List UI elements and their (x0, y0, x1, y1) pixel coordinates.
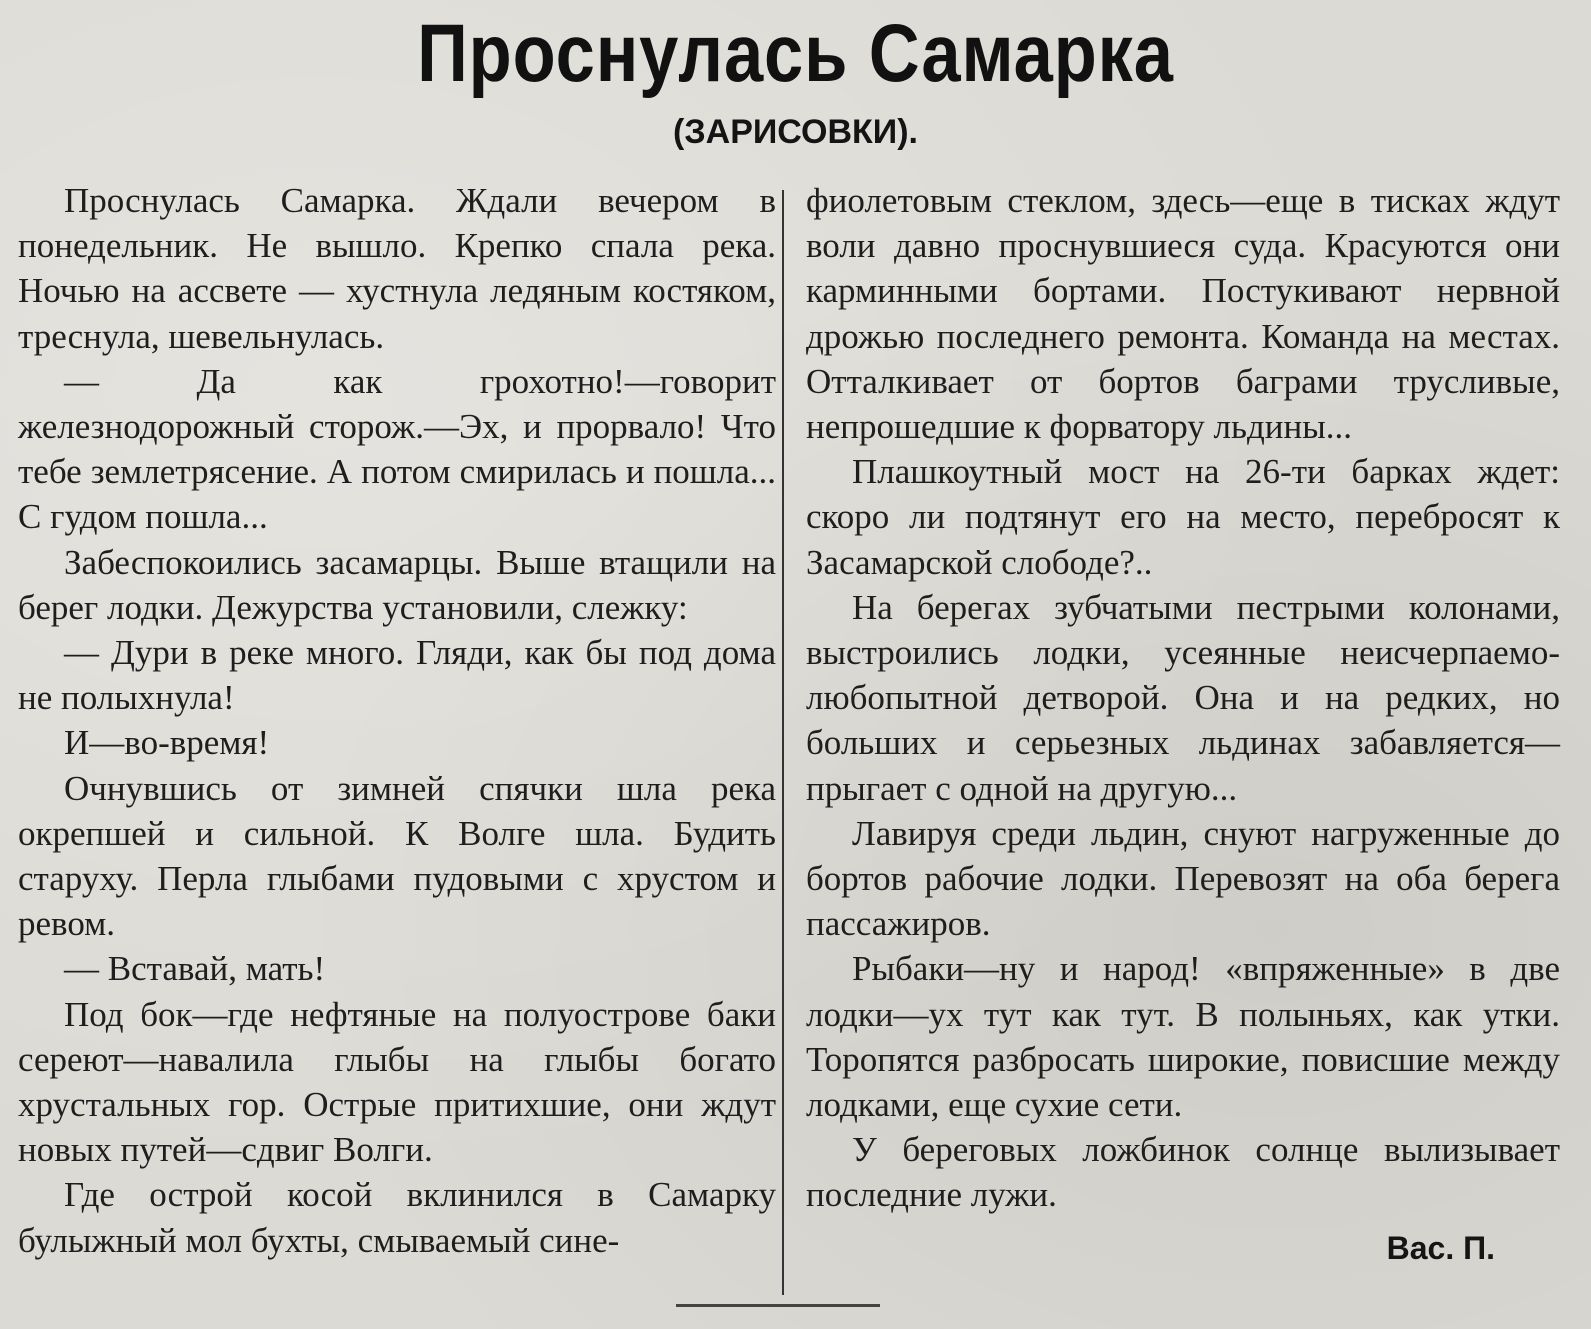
paragraph: фиолетовым стеклом, здесь—еще в тисках ждут воли давно проснувшиеся суда. Красуются они карминными бортами. Постукивают нервной дрожью последнего ремонта. Команда на местах. Отталкивает от бортов баграми трусливые, непрошедшие к форватору льдины... (806, 181, 1560, 447)
paragraph: Рыбаки—ну и народ! «впряженные» в две лодки—ух тут как тут. В полыньях, как утки. Торопятся разбросать широкие, повисшие между лодками, еще сухие сети. (806, 949, 1560, 1125)
paragraph: И—во-время! (64, 723, 270, 763)
paragraph: Проснулась Самарка. Ждали вечером в понедельник. Не вышло. Крепко спала река. Ночью на ассвете — хустнула ледяным костяком, треснула, шевельнулась. (18, 181, 776, 356)
bottom-divider (676, 1304, 880, 1307)
paragraph: На берегах зубчатыми пестрыми колонами, выстроились лодки, усеянные неисчерпаемо-любопытной детворой. Она и на редких, но больших и серьезных льдинах забавляется—прыгает с одной на другую... (806, 587, 1560, 808)
column-divider (782, 190, 784, 1295)
paragraph: — Дури в реке много. Гляди, как бы под дома не полыхнула! (18, 633, 776, 718)
paragraph: — Вставай, мать! (64, 949, 326, 989)
author-signature: Вас. П. (1386, 1230, 1495, 1266)
paragraph: Лавируя среди льдин, снуют нагруженные до бортов рабочие лодки. Перевозят на оба берега пассажиров. (806, 813, 1560, 944)
paragraph: У береговых ложбинок солнце вылизывает последние лужи. (806, 1130, 1560, 1215)
paragraph: Плашкоутный мост на 26-ти барках ждет: скоро ли подтянут его на место, перебросят к Засамарской слободе?.. (806, 452, 1560, 582)
article-headline: Проснулась Самарка (417, 8, 1174, 99)
paragraph: — Да как грохотно!—говорит железнодорожный сторож.—Эх, и прорвало! Что тебе землетрясение. А потом смирилась и пошла... С гудом пошла... (18, 361, 776, 537)
paragraph: Где острой косой вклинился в Самарку булыжный мол бухты, смываемый сине- (18, 1175, 776, 1260)
paragraph: Под бок—где нефтяные на полуострове баки сереют—навалила глыбы на глыбы богато хрустальных гор. Острые притихшие, они ждут новых путей—сдвиг Волги. (18, 994, 776, 1170)
left-column (18, 178, 776, 1263)
right-column (806, 178, 1560, 1218)
paragraph: Забеспокоились засамарцы. Выше втащили на берег лодки. Дежурства установили, слежку: (18, 542, 776, 627)
paragraph: Очнувшись от зимней спячки шла река окрепшей и сильной. К Волге шла. Будить старуху. Перла глыбами пудовыми с хрустом и ревом. (18, 768, 776, 944)
article-subtitle: (ЗАРИСОВКИ). (673, 113, 918, 151)
